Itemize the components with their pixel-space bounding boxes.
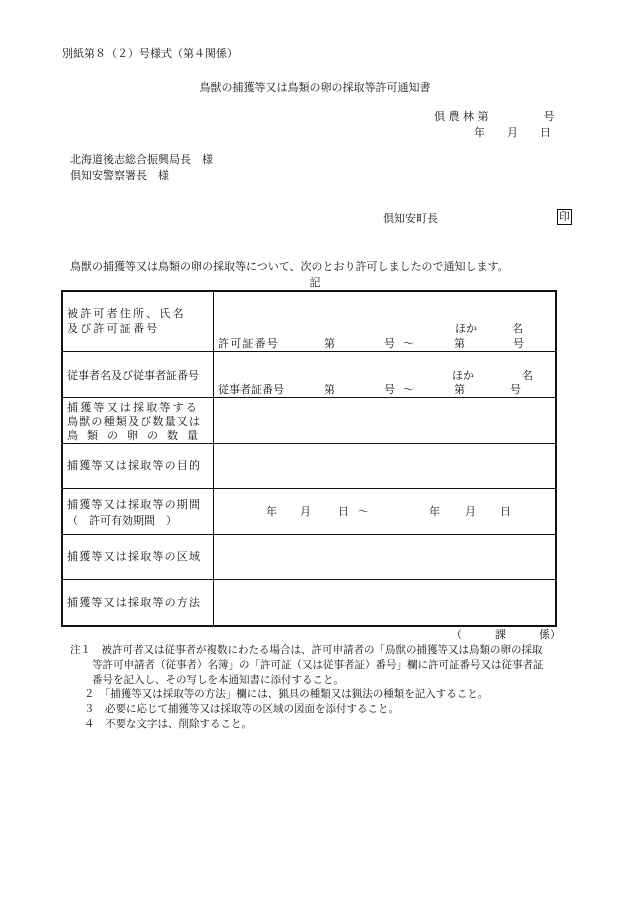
- note-line: 等許可申請者（従事者）名簿」の「許可証（又は従事者証）番号」欄に許可証番号又は従事者証: [92, 659, 544, 671]
- label-line: 鳥類の卵の数量: [67, 429, 207, 442]
- permit-table: [61, 290, 557, 627]
- addressee-bureau-chief: 北海道後志総合振興局長 様: [70, 153, 213, 166]
- worker-cert-label: 従事者証番号: [218, 383, 284, 396]
- go-label: 号: [384, 383, 395, 396]
- dai-label: 第: [454, 337, 465, 350]
- row-purpose: [63, 444, 555, 489]
- seal-mark: 印: [557, 209, 572, 225]
- mei-label: 名: [512, 322, 523, 335]
- addressee-police-chief: 倶知安警察署長 様: [70, 169, 169, 182]
- label-line: 鳥獣の種類及び数量又は: [67, 415, 202, 428]
- row-label: [63, 444, 214, 488]
- document-date: 年 月 日: [474, 126, 551, 139]
- document-number: 倶 農 林 第 号: [434, 110, 555, 123]
- hoka-label: ほか: [455, 322, 477, 335]
- day-label: 日: [500, 505, 511, 518]
- row-method: [63, 580, 555, 625]
- go-label: 号: [384, 337, 395, 350]
- row-label: [63, 292, 214, 351]
- intro-text: 鳥獣の捕獲等又は鳥類の卵の採取等について、次のとおり許可しましたので通知します。: [70, 260, 509, 273]
- purpose-field[interactable]: [214, 444, 555, 488]
- range-tilde: 〜: [403, 383, 414, 396]
- label-line: （ 許可有効期間 ）: [67, 514, 177, 527]
- label-line: 捕獲等又は採取等の目的: [67, 459, 202, 472]
- row-period: [63, 489, 555, 535]
- row-area: [63, 535, 555, 580]
- month-label: 月: [465, 505, 476, 518]
- row-label: [63, 535, 214, 579]
- ki-heading: 記: [309, 276, 321, 289]
- section-note: （ 課 係）: [451, 628, 561, 641]
- row-species-quantity: [63, 398, 555, 444]
- label-line: 捕獲等又は採取等の区域: [67, 550, 202, 563]
- row-label: [63, 489, 214, 534]
- hoka-label: ほか: [452, 369, 474, 382]
- year-label: 年: [429, 505, 440, 518]
- document-title: 鳥獣の捕獲等又は鳥類の卵の採取等許可通知書: [199, 81, 431, 94]
- range-tilde: 〜: [403, 337, 414, 350]
- sender-name: 倶知安町長: [383, 212, 438, 225]
- go-label: 号: [513, 337, 524, 350]
- row-label: [63, 398, 214, 443]
- row-permit-holder: [63, 292, 555, 352]
- row-workers: [63, 352, 555, 398]
- form-label: 別紙第８（２）号様式（第４関係）: [62, 47, 238, 60]
- note-line: 注１ 被許可者又は従事者が複数にわたる場合は、許可申請者の「鳥獣の捕獲等又は鳥類の卵の採取: [70, 644, 543, 656]
- workers-field[interactable]: [214, 352, 555, 397]
- note-line: ２ 「捕獲等又は採取等の方法」欄には、猟具の種類又は猟法の種類を記入すること。: [84, 688, 489, 700]
- cert-number-label: 許可証番号: [218, 337, 279, 350]
- label-line: 被許可者住所、氏名: [67, 307, 186, 320]
- label-line: 従事者名及び従事者証番号: [67, 369, 199, 382]
- mei-label: 名: [522, 369, 533, 382]
- label-line: 捕獲等又は採取等の期間: [67, 498, 202, 511]
- label-line: 及び許可証番号: [67, 322, 160, 335]
- dai-label: 第: [324, 337, 335, 350]
- note-line: ３ 必要に応じて捕獲等又は採取等の区域の図面を添付すること。: [84, 703, 399, 715]
- dai-label: 第: [454, 383, 465, 396]
- area-field[interactable]: [214, 535, 555, 579]
- note-line: ４ 不要な文字は、削除すること。: [84, 718, 252, 730]
- period-field[interactable]: [214, 489, 555, 534]
- method-field[interactable]: [214, 580, 555, 625]
- species-quantity-field[interactable]: [214, 398, 555, 443]
- day-label: 日: [338, 505, 349, 518]
- row-label: [63, 580, 214, 625]
- month-label: 月: [300, 505, 311, 518]
- year-label: 年: [266, 505, 277, 518]
- range-tilde: 〜: [358, 505, 369, 518]
- dai-label: 第: [324, 383, 335, 396]
- go-label: 号: [510, 383, 521, 396]
- row-label: [63, 352, 214, 397]
- label-line: 捕獲等又は採取等の方法: [67, 596, 202, 609]
- label-line: 捕獲等又は採取等する: [67, 401, 199, 414]
- permit-holder-field[interactable]: [214, 292, 555, 351]
- note-line: 番号を記入し、その写しを本通知書に添付すること。: [92, 674, 344, 686]
